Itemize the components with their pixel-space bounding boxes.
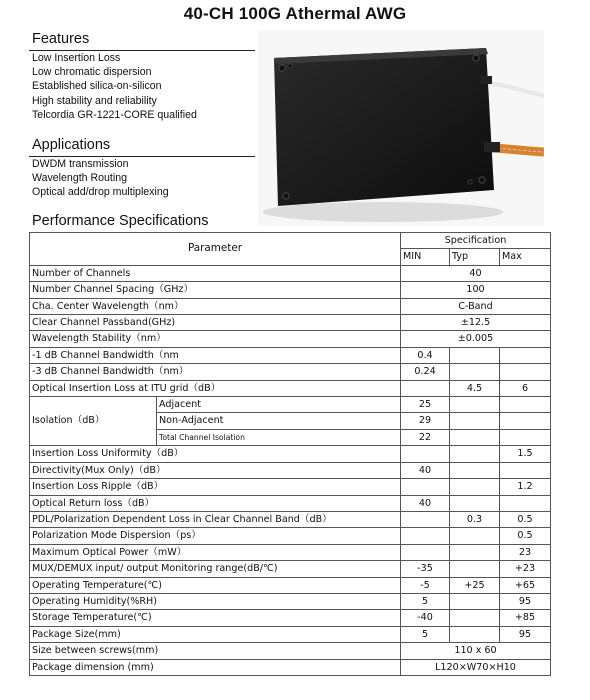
feature-item: Established silica-on-silicon [32,80,162,93]
feature-item: High stability and reliability [32,94,157,107]
table-row [30,364,551,380]
header-max: Max [500,249,551,265]
typ-cell: 4.5 [450,380,500,396]
table-row [30,298,551,314]
table-row [30,626,551,642]
spec-value-cell: 40 [401,265,551,281]
min-cell [401,511,450,527]
table-row [30,528,551,544]
table-row [30,462,551,478]
application-item: Wavelength Routing [32,172,128,185]
typ-cell [450,528,500,544]
table-row [30,511,551,527]
max-cell [500,347,551,363]
features-heading: Features [32,31,90,47]
parameter-cell: Optical Insertion Loss at ITU grid（dB） [30,380,401,396]
features-list [32,51,197,122]
max-cell: 95 [500,626,551,642]
typ-cell [450,544,500,560]
table-row [30,479,551,495]
max-cell: 1.2 [500,479,551,495]
isolation-rows [30,397,551,446]
table-row [30,265,551,281]
spec-rows-2 [30,446,551,643]
min-cell: 25 [401,397,450,413]
parameter-cell: Operating Humidity(%RH) [30,593,401,609]
min-cell: 29 [401,413,450,429]
feature-item: Low Insertion Loss [32,52,121,64]
typ-cell [450,479,500,495]
parameter-cell: Cha. Center Wavelength（nm） [30,298,401,314]
feature-item: Telcordia GR-1221-CORE qualified [32,108,197,121]
min-cell: 22 [401,429,450,445]
spec-value-cell: ±0.005 [401,331,551,347]
spec-value-cell: C-Band [401,298,551,314]
header-min: MIN [401,249,450,265]
spec-value-cell: ±12.5 [401,315,551,331]
parameter-cell: -3 dB Channel Bandwidth（nm） [30,364,401,380]
max-cell: 6 [500,380,551,396]
min-cell: -5 [401,577,450,593]
parameter-cell: Package Size(mm) [30,626,401,642]
min-cell: -35 [401,561,450,577]
table-row [30,331,551,347]
max-cell: 95 [500,593,551,609]
table-row [30,577,551,593]
typ-cell [450,610,500,626]
spec-rows-1 [30,265,551,396]
parameter-cell: Number of Channels [30,265,401,281]
applications-heading: Applications [32,137,111,153]
min-cell [401,544,450,560]
parameter-cell: Operating Temperature(℃) [30,577,401,593]
isolation-sub-label: Total Channel Isolation [157,429,401,445]
max-cell: +85 [500,610,551,626]
spec-value-cell: 100 [401,282,551,298]
typ-cell [450,364,500,380]
max-cell: 0.5 [500,511,551,527]
max-cell: +65 [500,577,551,593]
table-row [30,315,551,331]
min-cell: 5 [401,593,450,609]
typ-cell [450,429,500,445]
typ-cell: 0.3 [450,511,500,527]
document-title: 40-CH 100G Athermal AWG [183,4,407,23]
table-row [30,643,551,659]
header-specification: Specification [401,233,551,249]
min-cell [401,446,450,462]
table-row [30,544,551,560]
max-cell: 23 [500,544,551,560]
header-typ: Typ [450,249,500,265]
table-row [30,380,551,396]
applications-list [32,157,169,200]
max-cell [500,397,551,413]
table-row [30,397,551,413]
max-cell [500,413,551,429]
parameter-cell: Wavelength Stability（nm） [30,331,401,347]
spec-value-cell: L120×W70×H10 [401,659,551,675]
max-cell: +23 [500,561,551,577]
parameter-cell: Directivity(Mux Only)（dB） [30,462,401,478]
spec-table [29,232,551,676]
spec-value-cell: 110 x 60 [401,643,551,659]
max-cell [500,364,551,380]
table-row [30,561,551,577]
parameter-cell: Package dimension (mm) [30,659,401,675]
parameter-cell: Storage Temperature(℃) [30,610,401,626]
typ-cell [450,462,500,478]
typ-cell [450,561,500,577]
parameter-cell: Optical Return loss（dB） [30,495,401,511]
header-parameter: Parameter [30,233,401,266]
typ-cell [450,593,500,609]
parameter-cell: -1 dB Channel Bandwidth（nm [30,347,401,363]
table-row [30,446,551,462]
typ-cell [450,495,500,511]
parameter-cell: Insertion Loss Uniformity（dB） [30,446,401,462]
table-row [30,593,551,609]
parameter-cell: Size between screws(mm) [30,643,401,659]
parameter-cell: PDL/Polarization Dependent Loss in Clear Channel Band（dB） [30,511,401,527]
parameter-cell: Insertion Loss Ripple（dB） [30,479,401,495]
application-item: DWDM transmission [32,158,129,170]
typ-cell [450,626,500,642]
typ-cell [450,347,500,363]
parameter-cell: Maximum Optical Power（mW） [30,544,401,560]
min-cell [401,528,450,544]
performance-heading: Performance Specifications [32,213,209,229]
max-cell: 0.5 [500,528,551,544]
max-cell [500,462,551,478]
min-cell [401,479,450,495]
table-row [30,610,551,626]
min-cell: 0.4 [401,347,450,363]
isolation-sub-label: Adjacent [157,397,401,413]
typ-cell [450,397,500,413]
parameter-cell: Clear Channel Passband(GHz) [30,315,401,331]
typ-cell: +25 [450,577,500,593]
table-row [30,495,551,511]
max-cell [500,495,551,511]
isolation-label-cell: Isolation（dB） [30,397,157,446]
table-row [30,282,551,298]
feature-item: Low chromatic dispersion [32,66,152,79]
max-cell [500,429,551,445]
product-photo [258,30,544,226]
min-cell: 40 [401,495,450,511]
spec-rows-3 [30,643,551,676]
min-cell: 0.24 [401,364,450,380]
max-cell: 1.5 [500,446,551,462]
parameter-cell: MUX/DEMUX input/ output Monitoring range(dB/℃) [30,561,401,577]
min-cell: 5 [401,626,450,642]
typ-cell [450,413,500,429]
parameter-cell: Polarization Mode Dispersion（ps） [30,528,401,544]
parameter-cell: Number Channel Spacing（GHz） [30,282,401,298]
min-cell [401,380,450,396]
typ-cell [450,446,500,462]
application-item: Optical add/drop multiplexing [32,186,169,199]
min-cell: -40 [401,610,450,626]
min-cell: 40 [401,462,450,478]
isolation-sub-label: Non-Adjacent [157,413,401,429]
table-row [30,347,551,363]
table-row [30,659,551,675]
